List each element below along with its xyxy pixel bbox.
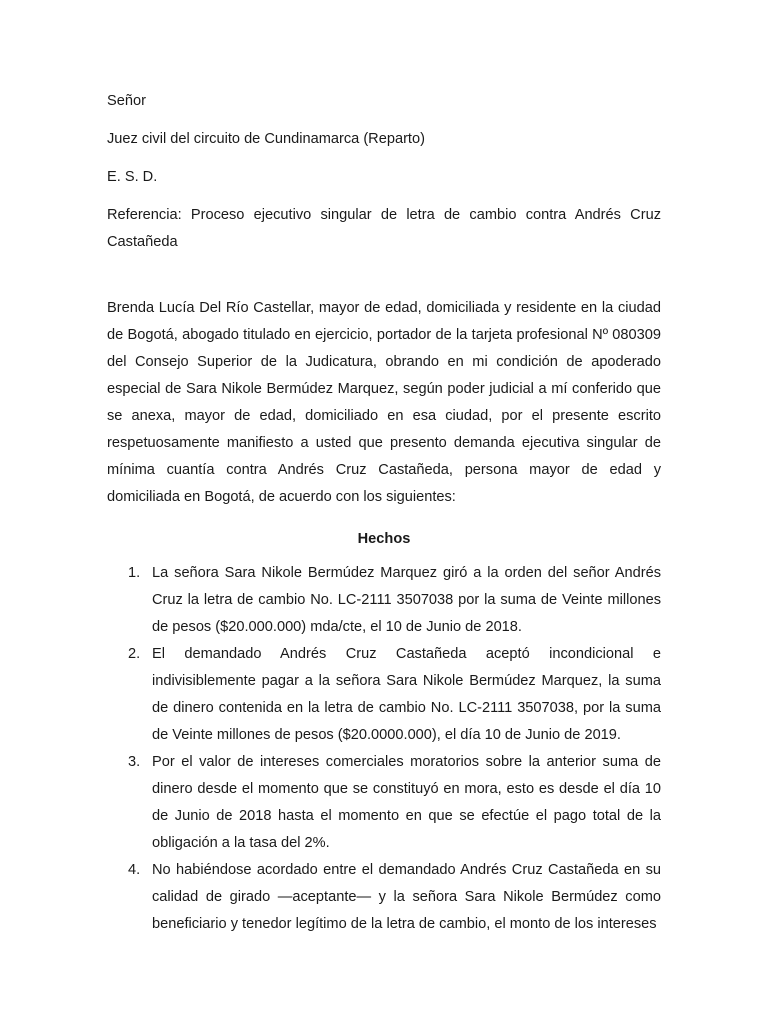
list-item-number: 4. (128, 862, 141, 878)
salutation: Señor (107, 93, 146, 109)
document-page (107, 88, 661, 938)
list-item-text: No habiéndose acordado entre el demandado Andrés Cruz Castañeda en su calidad de girado —aceptante— y la señora Sara Nikole Bermúdez como beneficiario y tenedor legítimo de la letra de cambio, el monto de los intereses (152, 862, 661, 932)
esd-line: E. S. D. (107, 169, 158, 185)
list-item (107, 857, 661, 938)
list-item (107, 641, 661, 749)
intro-paragraph: Brenda Lucía Del Río Castellar, mayor de edad, domiciliada y residente en la ciudad de Bogotá, abogado titulado en ejercicio, portador de la tarjeta profesional Nº 080309 del Consejo Superior de la Judicatura, obrando en mi condición de apoderado especial de Sara Nikole Bermúdez Marquez, según poder judicial a mí conferido que se anexa, mayor de edad, domiciliado en esa ciudad, por el presente escrito respetuosamente manifiesto a usted que presento demanda ejecutiva singular de mínima cuantía contra Andrés Cruz Castañeda, persona mayor de edad y domiciliada en Bogotá, de acuerdo con los siguientes: (107, 300, 661, 505)
list-item-text: El demandado Andrés Cruz Castañeda aceptó incondicional e indivisiblemente pagar a la señora Sara Nikole Bermúdez Marquez, la suma de dinero contenida en la letra de cambio No. LC-2111 3507038, por la suma de Veinte millones de pesos ($20.0000.000), el día 10 de Junio de 2019. (152, 646, 661, 743)
list-item-number: 1. (128, 565, 141, 581)
list-item-text: La señora Sara Nikole Bermúdez Marquez giró a la orden del señor Andrés Cruz la letra de cambio No. LC-2111 3507038 por la suma de Veinte millones de pesos ($20.000.000) mda/cte, el 10 de Junio de 2018. (152, 565, 661, 635)
list-item (107, 560, 661, 641)
list-item-number: 3. (128, 754, 141, 770)
addressee: Juez civil del circuito de Cundinamarca (Reparto) (107, 131, 425, 147)
reference-line: Referencia: Proceso ejecutivo singular de letra de cambio contra Andrés Cruz Castañeda (107, 207, 661, 250)
facts-heading: Hechos (357, 531, 411, 547)
list-item (107, 749, 661, 857)
list-item-number: 2. (128, 646, 141, 662)
facts-list (107, 560, 661, 938)
list-item-text: Por el valor de intereses comerciales moratorios sobre la anterior suma de dinero desde el momento que se constituyó en mora, esto es desde el día 10 de Junio de 2018 hasta el momento en que se efectúe el pago total de la obligación a la tasa del 2%. (152, 754, 661, 851)
